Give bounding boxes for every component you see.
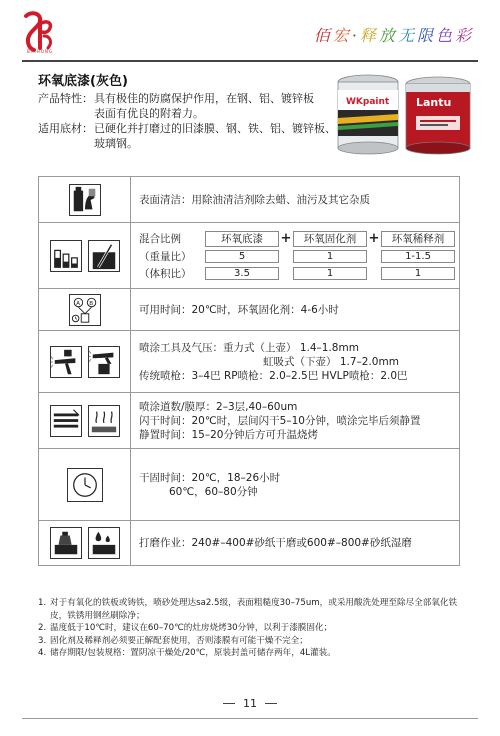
spray-line-2-wrap	[139, 355, 451, 369]
slogan-char: 释	[359, 26, 379, 45]
mix-weight-value: 1-1.5	[381, 250, 455, 263]
note-text: 储存期限/包装规格：置阴凉干燥处/20℃，原装封盖可储存两年，4L灌装。	[50, 648, 336, 658]
slogan-char: 放	[378, 26, 398, 45]
step-content	[131, 393, 459, 448]
note-number: 2.	[38, 623, 47, 633]
note-item	[38, 622, 468, 635]
note-text: 固化剂及稀释剂必须要正解配套使用，否则漆膜有可能干燥不完全；	[50, 635, 308, 646]
page-number: 11	[243, 696, 257, 710]
step-icon-cell	[39, 223, 131, 288]
coats-line-2: 闪干时间：20℃时，层间闪干5–10分钟，喷涂完毕后须静置	[139, 414, 421, 427]
mix-volume-value: 1	[293, 267, 367, 280]
coats-line-3: 静置时间：15–20分钟后方可升温烧烤	[139, 428, 318, 441]
note-text: 温度低于10℃时，建议在60–70℃的灶房烧烤30分钟，以利于漆膜固化；	[50, 623, 333, 633]
pot-life-icon	[69, 294, 101, 326]
step-sanding	[39, 521, 459, 565]
step-content	[131, 223, 463, 288]
property-value	[94, 121, 338, 151]
footer-divider	[22, 718, 478, 719]
note-item	[38, 647, 468, 660]
mix-volume-value: 3.5	[205, 267, 279, 280]
property-substrate	[38, 121, 338, 151]
mixing-stick-icon	[88, 240, 120, 272]
measuring-cups-icon	[50, 240, 82, 272]
page-footer	[0, 697, 500, 709]
mix-header-thinner: 环氧稀释剂	[381, 231, 455, 247]
note-number: 1.	[38, 598, 47, 608]
drying-line-1: 干固时间：20℃，18–26小时	[139, 471, 281, 484]
plus-sign: +	[280, 230, 292, 246]
siphon-spray-gun-icon	[88, 346, 120, 378]
svg-text:A: A	[75, 300, 80, 307]
mix-volume-value: 1	[381, 267, 455, 280]
step-content	[131, 177, 459, 222]
slogan-char: 彩	[454, 26, 474, 45]
mix-weight-value: 5	[205, 250, 279, 263]
product-intro	[38, 70, 338, 151]
spray-line-2: 虹吸式（下壶） 1.7–2.0mm	[263, 355, 399, 368]
note-text: 对于有氧化的铁板或铸铁，喷砂处理达sa2.5级，表面粗糙度30–75um，或采用酸洗处理至除尽全部氧化铁皮，铁锈用钢丝刷除净；	[50, 598, 458, 621]
wet-sanding-icon	[88, 527, 120, 559]
step-icon-cell	[39, 521, 131, 565]
mix-ratio-label: 混合比例	[139, 232, 181, 245]
notes-list	[38, 597, 468, 660]
step-drying	[39, 449, 459, 521]
sanding-text: 打磨作业：240#–400#砂纸干磨或600#–800#砂纸湿磨	[139, 537, 412, 549]
slogan-char: 佰	[313, 26, 333, 45]
clock-icon	[67, 468, 103, 502]
step-potlife	[39, 289, 459, 331]
logo-caption: BAIHONG	[27, 49, 53, 54]
property-line: 表面有优良的附着力。	[94, 107, 204, 120]
mix-weight-value: 1	[293, 250, 367, 263]
layer-coats-icon	[50, 405, 82, 437]
spray-line-1: 喷涂工具及气压：重力式（上壶） 1.4–1.8mm	[139, 341, 359, 354]
dry-sanding-icon	[50, 527, 82, 559]
header-divider	[22, 60, 478, 62]
step-content	[131, 521, 459, 565]
slogan-char: 限	[416, 26, 436, 45]
slogan-char: 宏	[332, 26, 352, 45]
slogan-char: 无	[397, 26, 417, 45]
mix-volume-label: （体积比）	[139, 267, 192, 280]
step-mixing	[39, 223, 459, 289]
gravity-spray-gun-icon	[50, 346, 82, 378]
property-line: 玻璃钢。	[94, 137, 138, 150]
baihong-logo-icon	[20, 10, 56, 54]
coats-line-1: 喷涂道数/膜厚：2–3层,40–60um	[139, 400, 298, 413]
slogan-char: ·	[351, 26, 360, 45]
drying-line-2: 60℃，60–80分钟	[169, 485, 258, 498]
drying-line-2-wrap	[139, 485, 451, 499]
step-icon-cell	[39, 177, 131, 222]
slogan	[314, 23, 474, 46]
potlife-text: 可用时间：20℃时，环氧固化剂：4-6小时	[139, 303, 339, 316]
note-item	[38, 635, 468, 648]
page-header	[0, 0, 500, 60]
product-cans-image	[334, 70, 476, 156]
property-line: 已硬化并打磨过的旧漆膜、钢、铁、铝、镀锌板、	[94, 122, 336, 135]
spray-line-3: 传统喷枪：3–4巴 RP喷枪：2.0–2.5巴 HVLP喷枪：2.0巴	[139, 369, 408, 382]
mix-header-primer: 环氧底漆	[205, 231, 279, 247]
step-content	[131, 331, 459, 392]
step-content	[131, 449, 459, 520]
mix-header-hardener: 环氧固化剂	[293, 231, 367, 247]
footer-dash	[265, 703, 277, 704]
flash-off-heat-icon	[88, 405, 120, 437]
note-number: 4.	[38, 648, 47, 658]
svg-text:B: B	[88, 300, 93, 307]
property-value	[94, 91, 338, 121]
property-feature	[38, 91, 338, 121]
note-item	[38, 597, 468, 622]
can-label-left: WKpaint	[346, 97, 390, 107]
step-content	[131, 289, 459, 330]
property-label: 产品特性：	[38, 92, 93, 105]
property-line: 具有极佳的防腐保护作用，在钢、铝、镀锌板	[94, 92, 314, 105]
footer-dash	[223, 703, 235, 704]
step-cleaning	[39, 177, 459, 223]
plus-sign: +	[368, 230, 380, 246]
step-icon-cell	[39, 289, 131, 330]
mix-weight-label: （重量比）	[139, 250, 192, 263]
application-steps-table	[38, 176, 460, 566]
step-icon-cell	[39, 449, 131, 520]
note-number: 3.	[38, 635, 47, 646]
wipe-clean-icon	[69, 184, 101, 216]
step-icon-cell	[39, 393, 131, 448]
product-title: 环氧底漆(灰色)	[38, 74, 128, 89]
slogan-char: 色	[435, 26, 455, 45]
mixing-ratio-grid	[139, 231, 455, 281]
cleaning-text: 表面清洁：用除油清洁剂除去蜡、油污及其它杂质	[139, 193, 370, 206]
step-icon-cell	[39, 331, 131, 392]
step-coats	[39, 393, 459, 449]
can-label-right: Lantu	[416, 96, 452, 109]
step-spray	[39, 331, 459, 393]
property-label: 适用底材：	[38, 122, 93, 135]
